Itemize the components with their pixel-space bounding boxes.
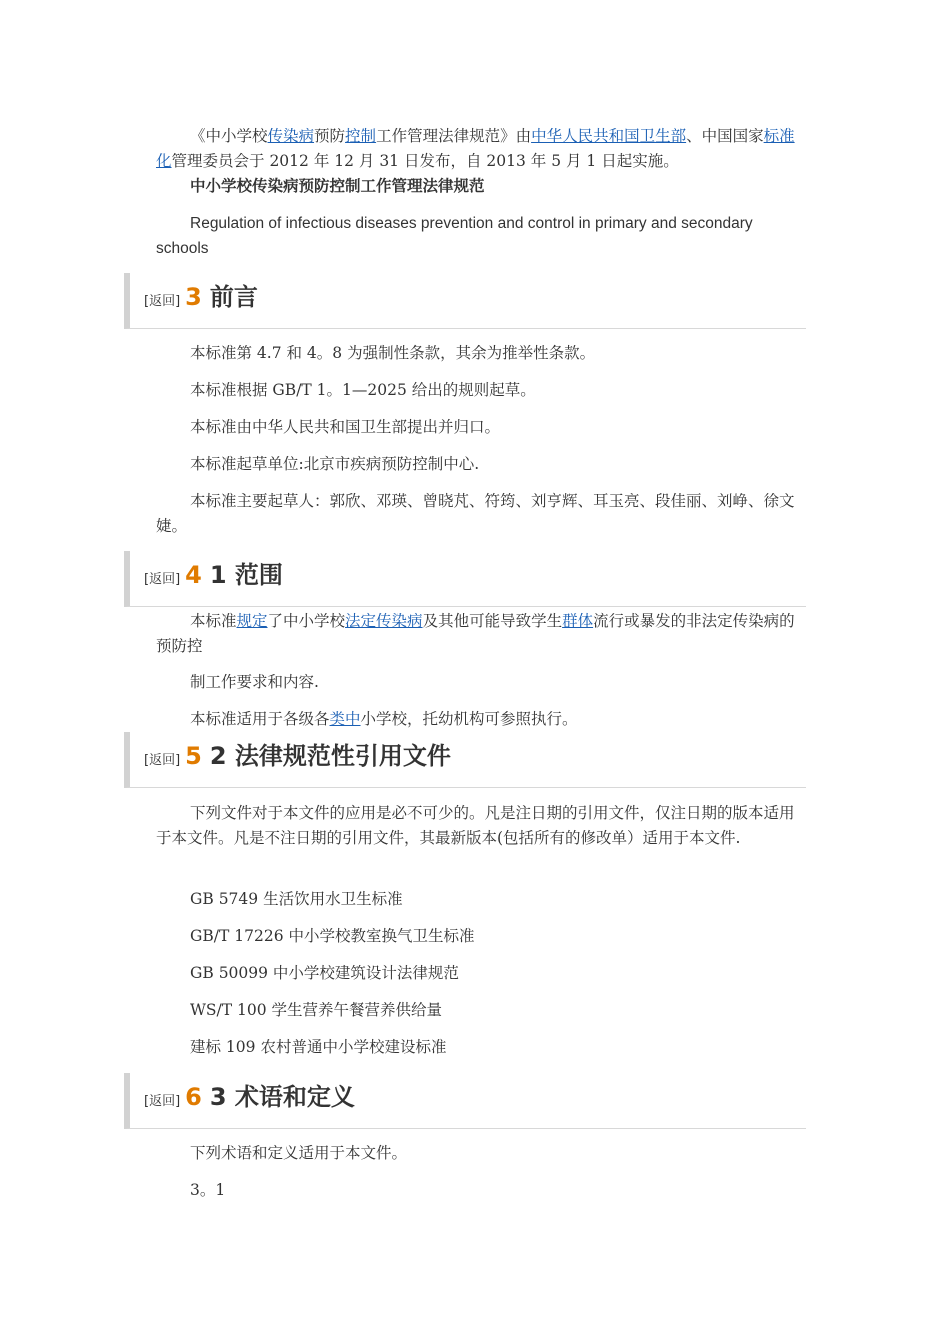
reference-item: GB 50099 中小学校建筑设计法律规范 bbox=[190, 964, 459, 982]
clause-number: 3。1 bbox=[190, 1181, 226, 1199]
section-number: 4 bbox=[185, 561, 202, 589]
scope-text: 及其他可能导致学生 bbox=[422, 612, 563, 630]
link-group[interactable]: 群体 bbox=[562, 612, 594, 630]
back-link[interactable]: [返回] bbox=[144, 294, 181, 309]
scope-applicability-paragraph bbox=[156, 707, 806, 732]
intro-paragraph bbox=[156, 124, 806, 174]
document-title-english: Regulation of infectious diseases prevention and control in primary and secondary schools bbox=[156, 215, 753, 257]
section-heading-terms-definitions bbox=[124, 1073, 806, 1129]
link-infectious-disease[interactable]: 传染病 bbox=[267, 127, 315, 145]
intro-text: 工作管理法律规范》由 bbox=[376, 127, 532, 145]
scope-text: 流行或暴发的非法定传染病的预防控 bbox=[156, 612, 795, 655]
reference-item: 建标 109 农村普通中小学校建设标准 bbox=[190, 1038, 447, 1056]
back-link[interactable]: [返回] bbox=[144, 572, 181, 587]
reference-item: GB/T 17226 中小学校教室换气卫生标准 bbox=[190, 927, 475, 945]
section-title: 2 法律规范性引用文件 bbox=[209, 742, 451, 770]
paragraph: 下列文件对于本文件的应用是必不可少的。凡是注日期的引用文件，仅注日期的版本适用于本文件。凡是不注日期的引用文件，其最新版本(包括所有的修改单）适用于本文件. bbox=[156, 804, 795, 847]
scope-text: 小学校，托幼机构可参照执行。 bbox=[360, 710, 578, 728]
intro-text: 管理委员会于 2012 年 12 月 31 日发布，自 2013 年 5 月 1 日起实施。 bbox=[171, 152, 679, 170]
paragraph: 本标准起草单位:北京市疾病预防控制中心. bbox=[190, 455, 480, 473]
section-title: 前言 bbox=[209, 283, 258, 311]
document-title: 中小学校传染病预防控制工作管理法律规范 bbox=[190, 177, 485, 195]
section-number: 3 bbox=[185, 283, 202, 311]
intro-text: 、中国国家 bbox=[686, 127, 764, 145]
intro-text: 预防 bbox=[314, 127, 346, 145]
link-ministry-of-health[interactable]: 中华人民共和国卫生部 bbox=[531, 127, 687, 145]
link-regulate[interactable]: 规定 bbox=[236, 612, 268, 630]
section-number: 5 bbox=[185, 742, 202, 770]
intro-text: 《中小学校 bbox=[190, 127, 268, 145]
paragraph: 本标准主要起草人：郭欣、邓瑛、曾晓芃、符筠、刘亨辉、耳玉亮、段佳丽、刘峥、徐文婕。 bbox=[156, 492, 795, 535]
reference-item: GB 5749 生活饮用水卫生标准 bbox=[190, 890, 403, 908]
section-title: 1 范围 bbox=[209, 561, 283, 589]
section-heading-foreword bbox=[124, 273, 806, 329]
link-standardization[interactable]: 标准化 bbox=[156, 127, 795, 170]
back-link[interactable]: [返回] bbox=[144, 1094, 181, 1109]
scope-text: 本标准 bbox=[190, 612, 237, 630]
scope-text: 了中小学校 bbox=[267, 612, 346, 630]
paragraph: 本标准第 4.7 和 4。8 为强制性条款，其余为推举性条款。 bbox=[190, 344, 596, 362]
section-title: 3 术语和定义 bbox=[209, 1083, 355, 1111]
link-category[interactable]: 类中 bbox=[329, 710, 361, 728]
section-heading-scope bbox=[124, 551, 806, 607]
link-notifiable-disease[interactable]: 法定传染病 bbox=[345, 612, 423, 630]
back-link[interactable]: [返回] bbox=[144, 753, 181, 768]
paragraph: 下列术语和定义适用于本文件。 bbox=[190, 1144, 408, 1162]
paragraph: 制工作要求和内容. bbox=[190, 673, 319, 691]
scope-paragraph bbox=[156, 609, 806, 659]
paragraph: 本标准由中华人民共和国卫生部提出并归口。 bbox=[190, 418, 501, 436]
scope-text: 本标准适用于各级各 bbox=[190, 710, 330, 728]
paragraph: 本标准根据 GB/T 1。1—2025 给出的规则起草。 bbox=[190, 381, 536, 399]
link-control[interactable]: 控制 bbox=[345, 127, 377, 145]
section-heading-normative-references bbox=[124, 732, 806, 788]
section-number: 6 bbox=[185, 1083, 202, 1111]
reference-item: WS/T 100 学生营养午餐营养供给量 bbox=[190, 1001, 443, 1019]
